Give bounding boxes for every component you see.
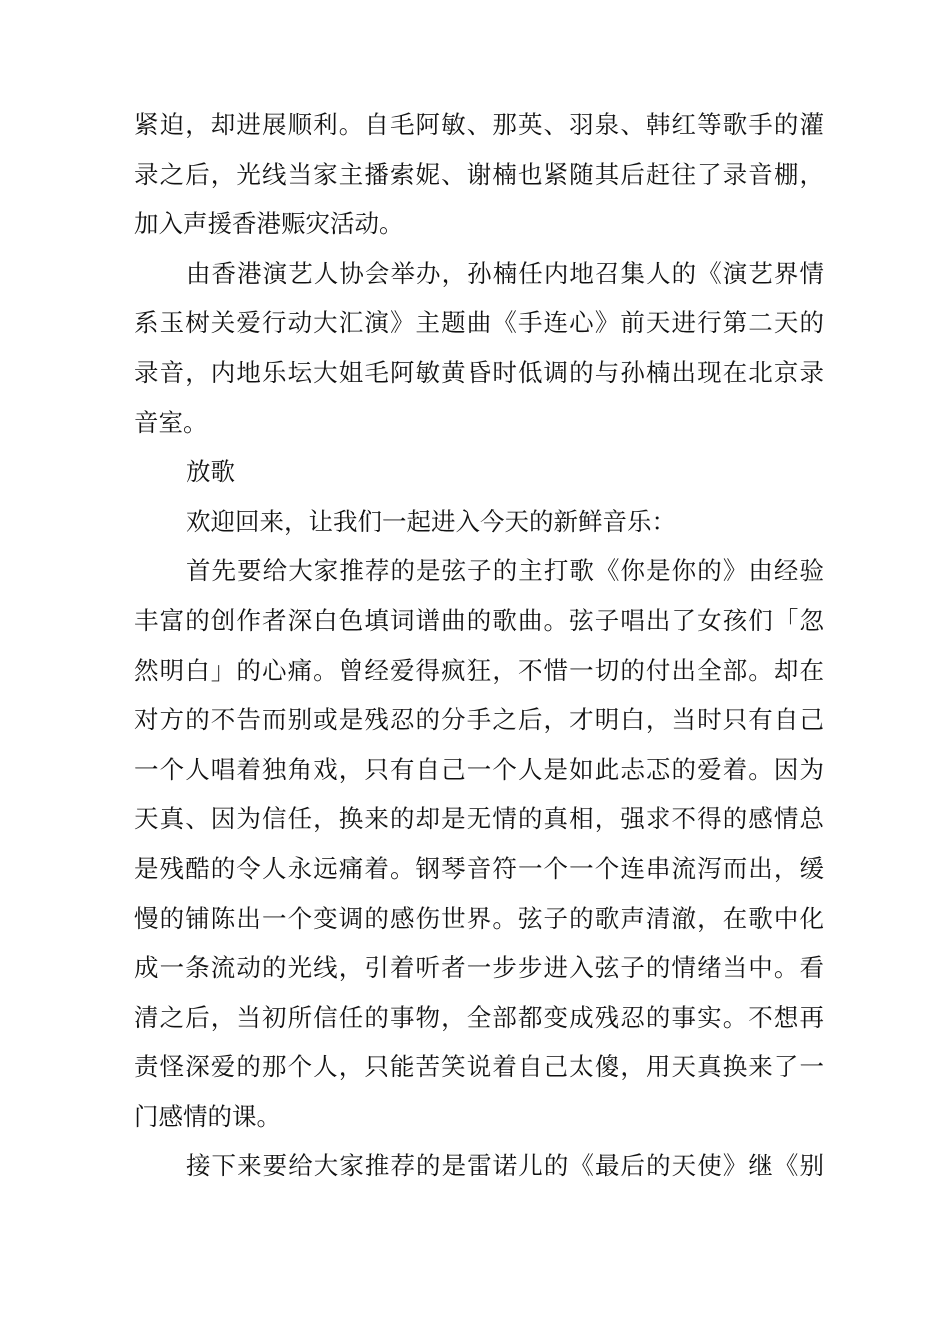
text-line: 对方的不告而别或是残忍的分手之后，才明白，当时只有自己 [134, 705, 824, 735]
paragraph [134, 249, 824, 447]
text-line: 清之后，当初所信任的事物，全部都变成残忍的事实。不想再 [134, 1002, 824, 1032]
text-line: 系玉树关爱行动大汇演》主题曲《手连心》前天进行第二天的 [134, 308, 824, 338]
text-line: 接下来要给大家推荐的是雷诺儿的《最后的天使》继《别 [186, 1151, 824, 1181]
text-line: 紧迫，却进展顺利。自毛阿敏、那英、羽泉、韩红等歌手的灌 [134, 110, 824, 139]
paragraph [134, 100, 824, 249]
text-line: 欢迎回来，让我们一起进入今天的新鲜音乐： [186, 506, 676, 536]
paragraph [134, 447, 824, 497]
text-line: 然明白」的心痛。曾经爱得疯狂，不惜一切的付出全部。却在 [134, 655, 824, 685]
text-line: 成一条流动的光线，引着听者一步步进入弦子的情绪当中。看 [134, 953, 824, 983]
text-line: 放歌 [186, 457, 235, 487]
paragraph [134, 546, 824, 1141]
text-line: 由香港演艺人协会举办，孙楠任内地召集人的《演艺界情 [186, 258, 824, 288]
text-line: 是残酷的令人永远痛着。钢琴音符一个一个连串流泻而出，缓 [134, 853, 824, 883]
text-line: 录之后，光线当家主播索妮、谢楠也紧随其后赶往了录音棚， [134, 159, 824, 189]
text-line: 加入声援香港赈灾活动。 [134, 209, 404, 239]
text-line: 慢的铺陈出一个变调的感伤世界。弦子的歌声清澈，在歌中化 [134, 903, 824, 933]
text-line: 门感情的课。 [134, 1101, 281, 1131]
text-line: 丰富的创作者深白色填词谱曲的歌曲。弦子唱出了女孩们「忽 [134, 605, 824, 635]
text-line: 首先要给大家推荐的是弦子的主打歌《你是你的》由经验 [186, 556, 824, 586]
paragraph [134, 497, 824, 547]
text-line: 责怪深爱的那个人，只能苦笑说着自己太傻，用天真换来了一 [134, 1052, 824, 1082]
text-line: 音室。 [134, 407, 208, 437]
text-line: 一个人唱着独角戏，只有自己一个人是如此忐忑的爱着。因为 [134, 754, 824, 784]
document-body [134, 100, 824, 1191]
paragraph [134, 1141, 824, 1191]
text-line: 天真、因为信任，换来的却是无情的真相，强求不得的感情总 [134, 804, 824, 834]
text-line: 录音，内地乐坛大姐毛阿敏黄昏时低调的与孙楠出现在北京录 [134, 357, 824, 387]
